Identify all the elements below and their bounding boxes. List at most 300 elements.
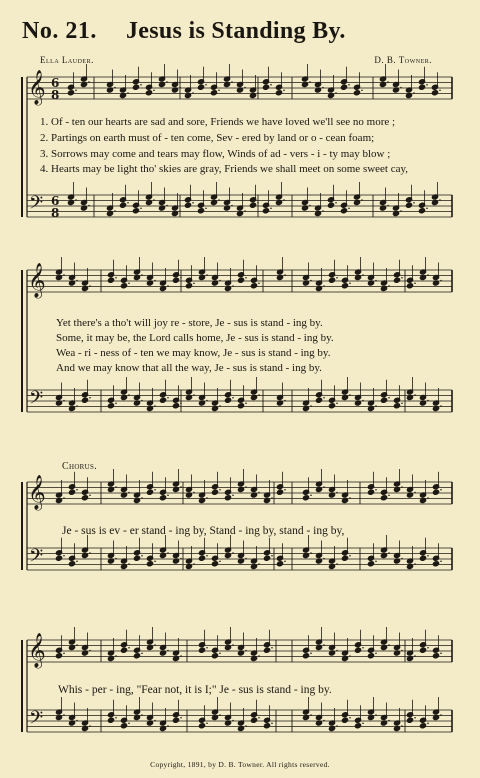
note-dot — [206, 647, 208, 649]
note-head — [341, 717, 348, 723]
note-dot — [323, 720, 325, 722]
note-dot — [362, 274, 364, 276]
note-head — [197, 208, 204, 214]
note-dot — [89, 650, 91, 652]
note-dot — [140, 84, 142, 86]
note-dot — [192, 202, 194, 204]
note-dot — [206, 555, 208, 557]
note-dot — [179, 210, 181, 212]
treble-clef: 𝄞 — [28, 633, 46, 668]
note-dot — [414, 563, 416, 565]
note-head — [250, 717, 257, 723]
note-dot — [114, 210, 116, 212]
note-dot — [388, 720, 390, 722]
note-dot — [310, 280, 312, 282]
note-dot — [245, 650, 247, 652]
note-dot — [63, 555, 65, 557]
note-dot — [414, 717, 416, 719]
note-dot — [387, 81, 389, 83]
note-head — [418, 208, 425, 214]
note-dot — [349, 394, 351, 396]
note-dot — [115, 655, 117, 657]
note-head — [419, 647, 426, 653]
note-dot — [388, 285, 390, 287]
note-head — [119, 202, 126, 208]
note-dot — [219, 652, 221, 654]
note-head — [328, 403, 335, 409]
note-dot — [154, 280, 156, 282]
note-dot — [375, 405, 377, 407]
copyright-notice: Copyright, 1891, by D. B. Towner. All rights reserved. — [150, 760, 330, 769]
note-head — [172, 403, 179, 409]
note-dot — [232, 285, 234, 287]
note-dot — [323, 486, 325, 488]
note-head — [184, 202, 191, 208]
note-dot — [427, 647, 429, 649]
system-bracket — [21, 77, 23, 217]
note-dot — [258, 655, 260, 657]
note-dot — [258, 717, 260, 719]
note-dot — [167, 552, 169, 554]
note-dot — [180, 558, 182, 560]
note-head — [132, 208, 139, 214]
note-dot — [387, 205, 389, 207]
note-head — [120, 723, 127, 729]
note-dot — [348, 207, 350, 209]
note-head — [393, 403, 400, 409]
note-head — [67, 90, 74, 96]
note-dot — [180, 486, 182, 488]
note-dot — [361, 89, 363, 91]
note-dot — [141, 652, 143, 654]
note-dot — [206, 722, 208, 724]
note-head — [340, 208, 347, 214]
note-dot — [349, 655, 351, 657]
note-dot — [427, 722, 429, 724]
verse-line-1: 1. Of - ten our hearts are sad and sore, Friends we have loved we'll see no more ; — [40, 116, 396, 128]
note-dot — [63, 714, 65, 716]
note-dot — [192, 92, 194, 94]
note-dot — [141, 497, 143, 499]
note-head — [418, 84, 425, 90]
note-dot — [140, 207, 142, 209]
note-dot — [283, 89, 285, 91]
note-head — [380, 495, 387, 501]
note-dot — [335, 202, 337, 204]
note-dot — [401, 725, 403, 727]
note-dot — [141, 555, 143, 557]
note-dot — [63, 274, 65, 276]
note-dot — [400, 87, 402, 89]
note-head — [432, 653, 439, 659]
note-dot — [167, 285, 169, 287]
note-dot — [440, 714, 442, 716]
system-bracket — [21, 482, 23, 570]
note-dot — [388, 494, 390, 496]
note-dot — [375, 652, 377, 654]
note-dot — [440, 405, 442, 407]
bass-clef: 𝄢 — [29, 546, 44, 571]
note-dot — [258, 492, 260, 494]
note-dot — [232, 397, 234, 399]
note-head — [262, 84, 269, 90]
note-head — [210, 90, 217, 96]
note-dot — [245, 486, 247, 488]
note-head — [132, 84, 139, 90]
note-head — [276, 489, 283, 495]
note-head — [81, 495, 88, 501]
note-dot — [154, 405, 156, 407]
note-head — [432, 561, 439, 567]
note-head — [262, 208, 269, 214]
note-dot — [336, 402, 338, 404]
note-dot — [336, 492, 338, 494]
note-dot — [413, 202, 415, 204]
note-dot — [115, 277, 117, 279]
note-head — [146, 489, 153, 495]
note-head — [133, 653, 140, 659]
note-head — [133, 555, 140, 561]
note-dot — [388, 644, 390, 646]
note-dot — [63, 400, 65, 402]
note-dot — [76, 489, 78, 491]
note-dot — [232, 494, 234, 496]
note-dot — [219, 280, 221, 282]
note-head — [107, 717, 114, 723]
note-dot — [63, 652, 65, 654]
note-dot — [271, 722, 273, 724]
note-dot — [283, 199, 285, 201]
note-dot — [284, 274, 286, 276]
note-head — [432, 489, 439, 495]
note-dot — [193, 394, 195, 396]
note-head — [327, 202, 334, 208]
note-dot — [167, 494, 169, 496]
note-dot — [270, 207, 272, 209]
note-dot — [114, 87, 116, 89]
note-head — [55, 653, 62, 659]
note-dot — [258, 563, 260, 565]
note-head — [354, 647, 361, 653]
note-dot — [193, 492, 195, 494]
note-dot — [128, 394, 130, 396]
note-head — [211, 653, 218, 659]
note-dot — [349, 717, 351, 719]
note-dot — [323, 558, 325, 560]
note-dot — [193, 282, 195, 284]
note-dot — [375, 560, 377, 562]
note-dot — [76, 720, 78, 722]
note-dot — [375, 280, 377, 282]
note-dot — [63, 497, 65, 499]
note-dot — [414, 282, 416, 284]
note-dot — [439, 89, 441, 91]
note-dot — [322, 210, 324, 212]
note-dot — [141, 274, 143, 276]
note-dot — [349, 497, 351, 499]
note-head — [393, 277, 400, 283]
note-dot — [244, 87, 246, 89]
note-dot — [413, 92, 415, 94]
note-dot — [401, 558, 403, 560]
note-head — [263, 555, 270, 561]
note-dot — [257, 92, 259, 94]
note-dot — [167, 397, 169, 399]
note-dot — [322, 87, 324, 89]
note-dot — [180, 717, 182, 719]
note-head — [120, 283, 127, 289]
note-head — [302, 495, 309, 501]
system-bracket — [21, 640, 23, 732]
note-dot — [310, 714, 312, 716]
note-head — [302, 653, 309, 659]
note-dot — [427, 497, 429, 499]
refrain-line-1: Yet there's a tho't will joy re - store, Je - sus is stand - ing by. — [56, 317, 323, 329]
note-head — [367, 653, 374, 659]
note-head — [211, 561, 218, 567]
note-dot — [257, 202, 259, 204]
note-head — [146, 561, 153, 567]
note-dot — [427, 400, 429, 402]
refrain-line-3: Wea - ri - ness of - ten we may know, Je - sus is stand - ing by. — [56, 347, 331, 359]
note-dot — [167, 725, 169, 727]
note-dot — [166, 205, 168, 207]
note-dot — [153, 199, 155, 201]
note-dot — [76, 644, 78, 646]
note-dot — [89, 552, 91, 554]
bass-clef: 𝄢 — [29, 388, 44, 413]
verse-line-2: 2. Partings on earth must of - ten come, Sev - ered by land or o - cean foam; — [40, 132, 375, 144]
note-head — [68, 561, 75, 567]
note-dot — [310, 494, 312, 496]
note-dot — [258, 394, 260, 396]
note-dot — [193, 563, 195, 565]
note-head — [172, 717, 179, 723]
note-head — [276, 561, 283, 567]
bass-clef: 𝄢 — [29, 708, 44, 733]
note-dot — [271, 647, 273, 649]
note-dot — [426, 207, 428, 209]
composer-credit: D. B. Towner. — [374, 55, 432, 65]
note-dot — [336, 650, 338, 652]
note-head — [197, 84, 204, 90]
lyricist-credit: Ella Lauder. — [40, 55, 94, 65]
note-dot — [414, 394, 416, 396]
verse-line-4: 4. Hearts may be light tho' skies are gray, Friends we shall meet on some sweet cay, — [40, 163, 409, 175]
verse-line-3: 3. Sorrows may come and tears may flow, Winds of ad - vers - i - ty may blow ; — [40, 148, 391, 160]
bass-clef: 𝄢 — [29, 193, 44, 218]
note-dot — [179, 87, 181, 89]
note-dot — [180, 655, 182, 657]
hymn-number: No. 21. — [22, 18, 97, 44]
note-dot — [180, 402, 182, 404]
note-dot — [76, 280, 78, 282]
note-dot — [166, 81, 168, 83]
note-dot — [440, 560, 442, 562]
note-dot — [245, 725, 247, 727]
note-dot — [76, 405, 78, 407]
note-dot — [414, 492, 416, 494]
note-head — [353, 90, 360, 96]
note-dot — [127, 202, 129, 204]
time-signature-bottom: 8 — [51, 88, 60, 102]
note-dot — [348, 84, 350, 86]
note-head — [198, 555, 205, 561]
note-dot — [88, 205, 90, 207]
note-dot — [180, 277, 182, 279]
note-dot — [440, 280, 442, 282]
note-dot — [232, 720, 234, 722]
note-head — [380, 397, 387, 403]
note-dot — [440, 489, 442, 491]
note-dot — [271, 555, 273, 557]
treble-clef: 𝄞 — [28, 70, 46, 105]
note-head — [55, 555, 62, 561]
note-dot — [219, 489, 221, 491]
note-dot — [401, 277, 403, 279]
note-dot — [89, 285, 91, 287]
refrain-line-2: Some, it may be, the Lord calls home, Je - sus is stand - ing by. — [56, 332, 334, 344]
note-dot — [115, 402, 117, 404]
note-head — [224, 495, 231, 501]
treble-clef: 𝄞 — [28, 263, 46, 298]
note-dot — [361, 199, 363, 201]
note-dot — [231, 81, 233, 83]
note-head — [159, 397, 166, 403]
note-head — [198, 723, 205, 729]
note-dot — [245, 277, 247, 279]
note-head — [405, 202, 412, 208]
note-dot — [154, 644, 156, 646]
note-head — [68, 489, 75, 495]
note-dot — [388, 397, 390, 399]
note-dot — [232, 552, 234, 554]
note-dot — [414, 655, 416, 657]
treble-clef: 𝄞 — [28, 475, 46, 510]
note-dot — [206, 400, 208, 402]
note-head — [341, 283, 348, 289]
time-signature-top: 6 — [51, 194, 60, 208]
note-dot — [244, 210, 246, 212]
note-dot — [375, 489, 377, 491]
note-head — [237, 277, 244, 283]
note-dot — [231, 205, 233, 207]
note-dot — [401, 402, 403, 404]
note-dot — [128, 647, 130, 649]
note-head — [250, 283, 257, 289]
note-head — [185, 283, 192, 289]
note-dot — [128, 722, 130, 724]
note-dot — [309, 205, 311, 207]
note-head — [198, 647, 205, 653]
note-dot — [218, 199, 220, 201]
note-dot — [439, 199, 441, 201]
note-head — [340, 84, 347, 90]
note-dot — [336, 563, 338, 565]
note-head — [145, 90, 152, 96]
note-head — [159, 495, 166, 501]
note-dot — [219, 560, 221, 562]
note-dot — [401, 486, 403, 488]
hymn-title: Jesus is Standing By. — [126, 18, 346, 44]
note-dot — [362, 400, 364, 402]
note-dot — [271, 497, 273, 499]
note-dot — [427, 555, 429, 557]
refrain-line-4: And we may know that all the way, Je - sus is stand - ing by. — [56, 362, 322, 374]
note-dot — [310, 552, 312, 554]
note-dot — [141, 714, 143, 716]
note-dot — [75, 199, 77, 201]
note-dot — [219, 714, 221, 716]
note-dot — [310, 405, 312, 407]
note-head — [263, 647, 270, 653]
time-signature-top: 6 — [51, 76, 60, 90]
note-dot — [88, 81, 90, 83]
note-dot — [323, 644, 325, 646]
note-dot — [167, 650, 169, 652]
note-head — [120, 647, 127, 653]
note-head — [263, 723, 270, 729]
note-dot — [153, 89, 155, 91]
note-head — [107, 403, 114, 409]
note-dot — [154, 720, 156, 722]
note-dot — [232, 644, 234, 646]
note-head — [341, 555, 348, 561]
note-dot — [75, 89, 77, 91]
note-head — [237, 403, 244, 409]
chorus-line-1: Je - sus is ev - er stand - ing by, Stand - ing by, stand - ing by, — [62, 525, 345, 537]
note-dot — [154, 560, 156, 562]
note-dot — [205, 84, 207, 86]
note-dot — [127, 92, 129, 94]
note-dot — [284, 489, 286, 491]
note-head — [406, 283, 413, 289]
note-dot — [128, 282, 130, 284]
note-dot — [375, 714, 377, 716]
note-dot — [141, 400, 143, 402]
note-dot — [427, 274, 429, 276]
note-dot — [245, 558, 247, 560]
note-dot — [205, 207, 207, 209]
note-dot — [336, 277, 338, 279]
note-head — [367, 489, 374, 495]
note-dot — [426, 84, 428, 86]
note-dot — [115, 486, 117, 488]
note-dot — [440, 652, 442, 654]
note-head — [249, 202, 256, 208]
note-dot — [401, 650, 403, 652]
note-head — [315, 397, 322, 403]
note-head — [328, 277, 335, 283]
note-dot — [258, 282, 260, 284]
note-dot — [270, 84, 272, 86]
note-head — [275, 90, 282, 96]
note-head — [81, 397, 88, 403]
note-dot — [206, 497, 208, 499]
note-dot — [284, 400, 286, 402]
note-dot — [128, 492, 130, 494]
note-dot — [89, 397, 91, 399]
note-head — [354, 723, 361, 729]
note-dot — [335, 92, 337, 94]
note-dot — [362, 647, 364, 649]
note-dot — [284, 560, 286, 562]
note-dot — [310, 652, 312, 654]
chorus-line-2: Whis - per - ing, "Fear not, it is I;" Je - sus is stand - ing by. — [58, 684, 332, 696]
note-dot — [115, 558, 117, 560]
note-dot — [89, 725, 91, 727]
note-dot — [76, 560, 78, 562]
